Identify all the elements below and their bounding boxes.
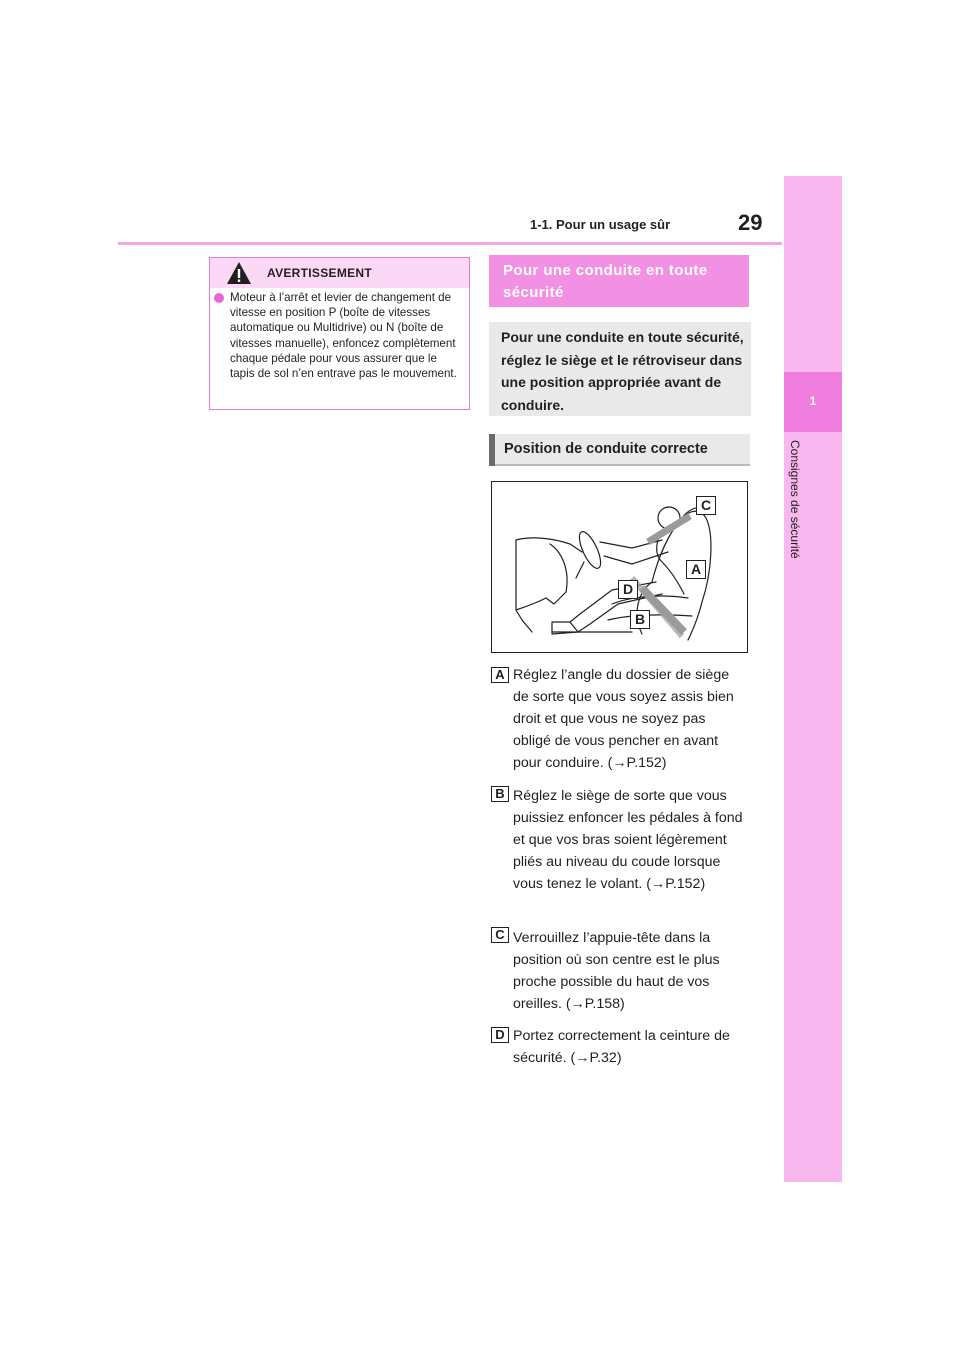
heading-bar	[489, 434, 495, 466]
header-section-title: 1-1. Pour un usage sûr	[530, 217, 671, 232]
item-a-text: Réglez l’angle du dossier de siège de sorte que vous soyez assis bien droit et que vous ne soyez pas obligé de vous pencher en avant pour conduire. (→P.152)	[513, 667, 734, 771]
item-d-text: Portez correctement la ceinture de sécurité. (→P.32)	[513, 1028, 730, 1066]
warning-box	[209, 257, 470, 410]
illustration-label-d: D	[618, 580, 638, 599]
intro-text: Pour une conduite en toute sécurité, réglez le siège et le rétroviseur dans une position appropriée avant de conduire.	[501, 329, 744, 413]
warning-header	[210, 258, 469, 288]
header-divider	[118, 242, 782, 245]
driving-position-illustration	[491, 481, 748, 653]
heading-text: Pour une conduite en toute sécurité	[503, 262, 708, 301]
chapter-number: 1	[809, 394, 817, 408]
item-c-text: Verrouillez l’appuie-tête dans la position où son centre est le plus proche possible du haut de vos oreilles. (→P.158)	[513, 930, 720, 1012]
item-b-text: Réglez le siège de sorte que vous puissiez enfoncer les pédales à fond et que vos bras soient légèrement pliés au niveau du coude lorsque vous tenez le volant. (→P.152)	[513, 788, 743, 892]
illustration-label-a: A	[686, 560, 706, 579]
chapter-label: Consignes de sécurité	[788, 440, 802, 559]
warning-triangle-icon	[226, 261, 252, 285]
item-a-label: A	[491, 667, 509, 683]
intro-box	[489, 322, 751, 416]
warning-title: AVERTISSEMENT	[267, 266, 373, 280]
item-c-label: C	[491, 927, 509, 943]
illustration-label-c: C	[696, 496, 716, 515]
item-d-label: D	[491, 1027, 509, 1043]
page-number: 29	[738, 210, 763, 235]
illustration-label-b: B	[630, 610, 650, 629]
subsection-title: Position de conduite correcte	[504, 441, 708, 457]
chapter-side-tab	[784, 176, 842, 1182]
item-b-label: B	[491, 786, 509, 802]
section-heading-safe-driving	[489, 255, 749, 307]
subsection-heading	[489, 434, 750, 466]
bullet-icon	[214, 293, 224, 303]
warning-text: Moteur à l’arrêt et levier de changement de vitesse en position P (boîte de vitesses automatique ou Multidrive) ou N (boîte de vitesses manuelle), enfoncez complètement chaque pédale pour vous assurer que le tapis de sol n’en entrave pas le mouvement.	[230, 291, 457, 381]
